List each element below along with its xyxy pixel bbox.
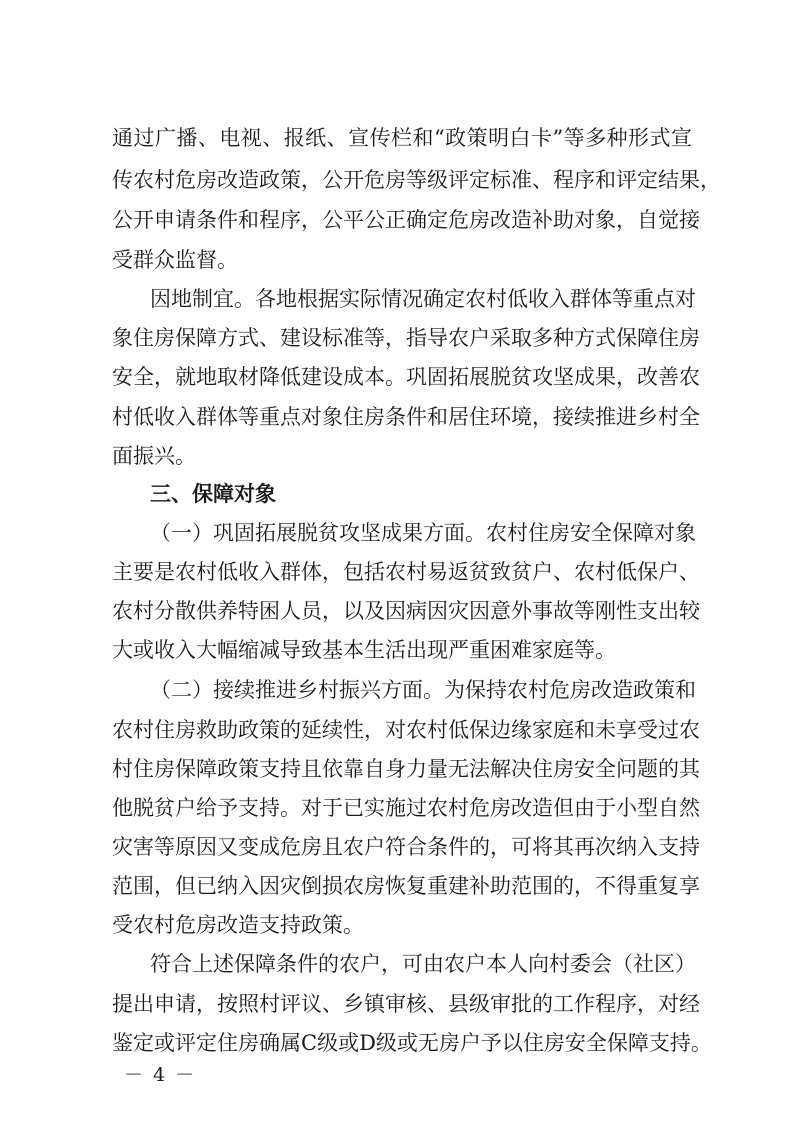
text-line: 他脱贫户给予支持。对于已实施过农村危房改造但由于小型自然	[112, 796, 700, 820]
text-line: 受群众监督。	[112, 248, 238, 272]
text-line: 安全，就地取材降低建设成本。巩固拓展脱贫攻坚成果，改善农	[112, 365, 700, 389]
text-line: 因地制宜。各地根据实际情况确定农村低收入群体等重点对	[150, 287, 696, 311]
text-line: 农村住房救助政策的延续性，对农村低保边缘家庭和未享受过农	[112, 718, 700, 742]
text-line: 鉴定或评定住房确属C级或D级或无房户予以住房安全保障支持。	[112, 1031, 712, 1055]
text-line: 符合上述保障条件的农户，可由农户本人向村委会（社区）	[150, 952, 696, 976]
text-line: 公开申请条件和程序，公平公正确定危房改造补助对象，自觉接	[112, 208, 700, 232]
text-line: 象住房保障方式、建设标准等，指导农户采取多种方式保障住房	[112, 326, 700, 350]
section-heading: 三、保障对象	[150, 482, 276, 506]
text-line: 主要是农村低收入群体，包括农村易返贫致贫户、农村低保户、	[112, 560, 700, 584]
text-line: 面振兴。	[112, 444, 196, 468]
text-line: （一）巩固拓展脱贫攻坚成果方面。农村住房安全保障对象	[150, 521, 696, 545]
text-line: 村低收入群体等重点对象住房条件和居住环境，接续推进乡村全	[112, 405, 700, 429]
text-line: 通过广播、电视、报纸、宣传栏和“政策明白卡”等多种形式宣	[112, 126, 692, 150]
page-number: － 4 －	[124, 1064, 197, 1086]
text-line: 灾害等原因又变成危房且农户符合条件的，可将其再次纳入支持	[112, 835, 700, 859]
text-line: 提出申请，按照村评议、乡镇审核、县级审批的工作程序，对经	[112, 992, 700, 1016]
text-line: （二）接续推进乡村振兴方面。为保持农村危房改造政策和	[150, 678, 696, 702]
text-line: 范围，但已纳入因灾倒损农房恢复重建补助范围的，不得重复享	[112, 874, 700, 898]
text-line: 受农村危房改造支持政策。	[112, 913, 364, 937]
text-line: 农村分散供养特困人员，以及因病因灾因意外事故等刚性支出较	[112, 599, 700, 623]
text-line: 村住房保障政策支持且依靠自身力量无法解决住房安全问题的其	[112, 757, 700, 781]
text-line: 传农村危房改造政策，公开危房等级评定标准、程序和评定结果，	[112, 168, 721, 192]
text-line: 大或收入大幅缩减导致基本生活出现严重困难家庭等。	[112, 638, 616, 662]
